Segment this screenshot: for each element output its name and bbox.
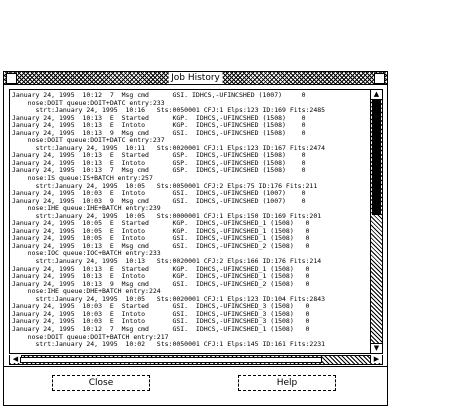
log-line: strt:January 24, 1995 10:05 Sts:0000001 CFJ:1 Elps:150 ID:169 Fits:201 <box>12 211 322 220</box>
title-bar[interactable] <box>4 72 387 85</box>
log-line: January 24, 1995 10:13 9 Msg cmd GSI. IDHCS,-UFINCSHED (1508) 0 <box>12 128 306 137</box>
horizontal-scrollbar[interactable] <box>9 355 383 365</box>
log-line: January 24, 1995 10:03 9 Msg cmd GSI. IDHCS,-UFINCSHED (1007) 0 <box>12 196 306 205</box>
log-line: January 24, 1995 10:13 E Intoto KGP. IDHCS,-UFINCSHED_1 (1508) 0 <box>12 272 310 281</box>
window-title: Job History <box>168 72 223 84</box>
job-log-panel <box>9 89 383 354</box>
log-line: nose:DOIT queue:DOIT+DATC entry:233 <box>12 98 165 107</box>
log-line: nose:IHE queue:DHE+BATCH entry:224 <box>12 287 161 296</box>
log-line: January 24, 1995 10:13 7 Msg cmd GSP. IDHCS,-UFINCSHED (1508) 0 <box>12 166 306 175</box>
log-line: January 24, 1995 10:13 E Started GSP. IDHCS,-UFINCSHED (1508) 0 <box>12 151 306 160</box>
window-menu-button[interactable] <box>6 73 17 84</box>
log-line: January 24, 1995 10:05 E Intoto KGP. IDHCS,-UFINCSHED_1 (1508) 0 <box>12 226 310 235</box>
log-line: January 24, 1995 10:05 E Intoto GSI. IDHCS,-UFINCSHED_1 (1508) 0 <box>12 234 310 243</box>
log-line: January 24, 1995 10:13 E Intoto GSP. IDHCS,-UFINCSHED (1508) 0 <box>12 158 306 167</box>
log-line: nose:DOIT queue:DOIT+DATC entry:237 <box>12 136 165 145</box>
log-line: nose:DOIT queue:DOIT+BATCH entry:217 <box>12 332 169 341</box>
log-line: nose:IHE queue:IHE+BATCH entry:239 <box>12 204 161 213</box>
log-line: January 24, 1995 10:13 E Intoto KGP. IDHCS,-UFINCSHED (1508) 0 <box>12 121 306 130</box>
log-line: January 24, 1995 10:03 E Intoto GSI. IDHCS,-UFINCSHED_3 (1508) 0 <box>12 317 310 326</box>
log-line: nose:IS queue:IS+BATCH entry:257 <box>12 174 153 183</box>
close-button[interactable]: Close <box>52 375 150 391</box>
vertical-scrollbar[interactable] <box>370 90 382 353</box>
scroll-up-arrow-icon[interactable]: ▲ <box>371 90 382 100</box>
button-area-divider <box>4 366 387 367</box>
log-line: January 24, 1995 10:13 E Msg cmd GSI. IDHCS,-UFINCSHED_2 (1508) 0 <box>12 241 310 250</box>
log-line: strt:January 24, 1995 10:16 Sts:0050001 CFJ:1 Elps:123 ID:169 Fits:2485 <box>12 106 326 115</box>
job-history-window <box>3 71 388 406</box>
log-line: January 24, 1995 10:05 E Started KGP. IDHCS,-UFINCSHED_1 (1508) 0 <box>12 219 310 228</box>
log-line: nose:IOC queue:IOC+BATCH entry:233 <box>12 249 161 258</box>
scroll-right-arrow-icon[interactable]: ▶ <box>370 355 382 363</box>
log-line: strt:January 24, 1995 10:13 Sts:0020001 CFJ:2 Elps:166 ID:176 Fits:214 <box>12 257 322 266</box>
log-line: January 24, 1995 10:03 E Intoto GSI. IDHCS,-UFINCSHED (1007) 0 <box>12 189 306 198</box>
log-line: strt:January 24, 1995 10:05 Sts:0020001 CFJ:1 Elps:123 ID:104 Fits:2843 <box>12 294 326 303</box>
horizontal-scroll-thumb[interactable] <box>20 357 322 363</box>
scroll-down-arrow-icon[interactable]: ▼ <box>371 343 382 353</box>
job-log-text <box>12 92 367 350</box>
log-line: January 24, 1995 10:03 E Started GSI. IDHCS,-UFINCSHED_3 (1508) 0 <box>12 302 310 311</box>
log-line: January 24, 1995 10:03 E Intoto GSI. IDHCS,-UFINCSHED_3 (1508) 0 <box>12 309 310 318</box>
log-line: January 24, 1995 10:12 7 Msg cmd GSI. IDHCS,-UFINCSHED_1 (1508) 0 <box>12 324 310 333</box>
log-line: January 24, 1995 10:12 7 Msg cmd GSI. IDHCS,-UFINCSHED (1007) 0 <box>12 92 306 99</box>
help-button[interactable]: Help <box>238 375 336 391</box>
log-line: January 24, 1995 10:13 E Started KGP. IDHCS,-UFINCSHED_1 (1508) 0 <box>12 264 310 273</box>
log-line: strt:January 24, 1995 10:05 Sts:0050001 CFJ:2 Elps:75 ID:176 Fits:211 <box>12 181 318 190</box>
log-line: strt:January 24, 1995 10:11 Sts:0020001 CFJ:1 Elps:123 ID:167 Fits:2474 <box>12 143 326 152</box>
log-line: January 24, 1995 10:13 9 Msg cmd GSI. IDHCS,-UFINCSHED_2 (1508) 0 <box>12 279 310 288</box>
window-maximize-button[interactable] <box>374 73 385 84</box>
scroll-left-arrow-icon[interactable]: ◀ <box>10 355 22 363</box>
vertical-scroll-thumb[interactable] <box>372 100 381 215</box>
log-line: January 24, 1995 10:13 E Started KGP. IDHCS,-UFINCSHED (1508) 0 <box>12 113 306 122</box>
log-line: strt:January 24, 1995 10:02 Sts:0050001 CFJ:1 Elps:145 ID:161 Fits:2231 <box>12 340 326 349</box>
